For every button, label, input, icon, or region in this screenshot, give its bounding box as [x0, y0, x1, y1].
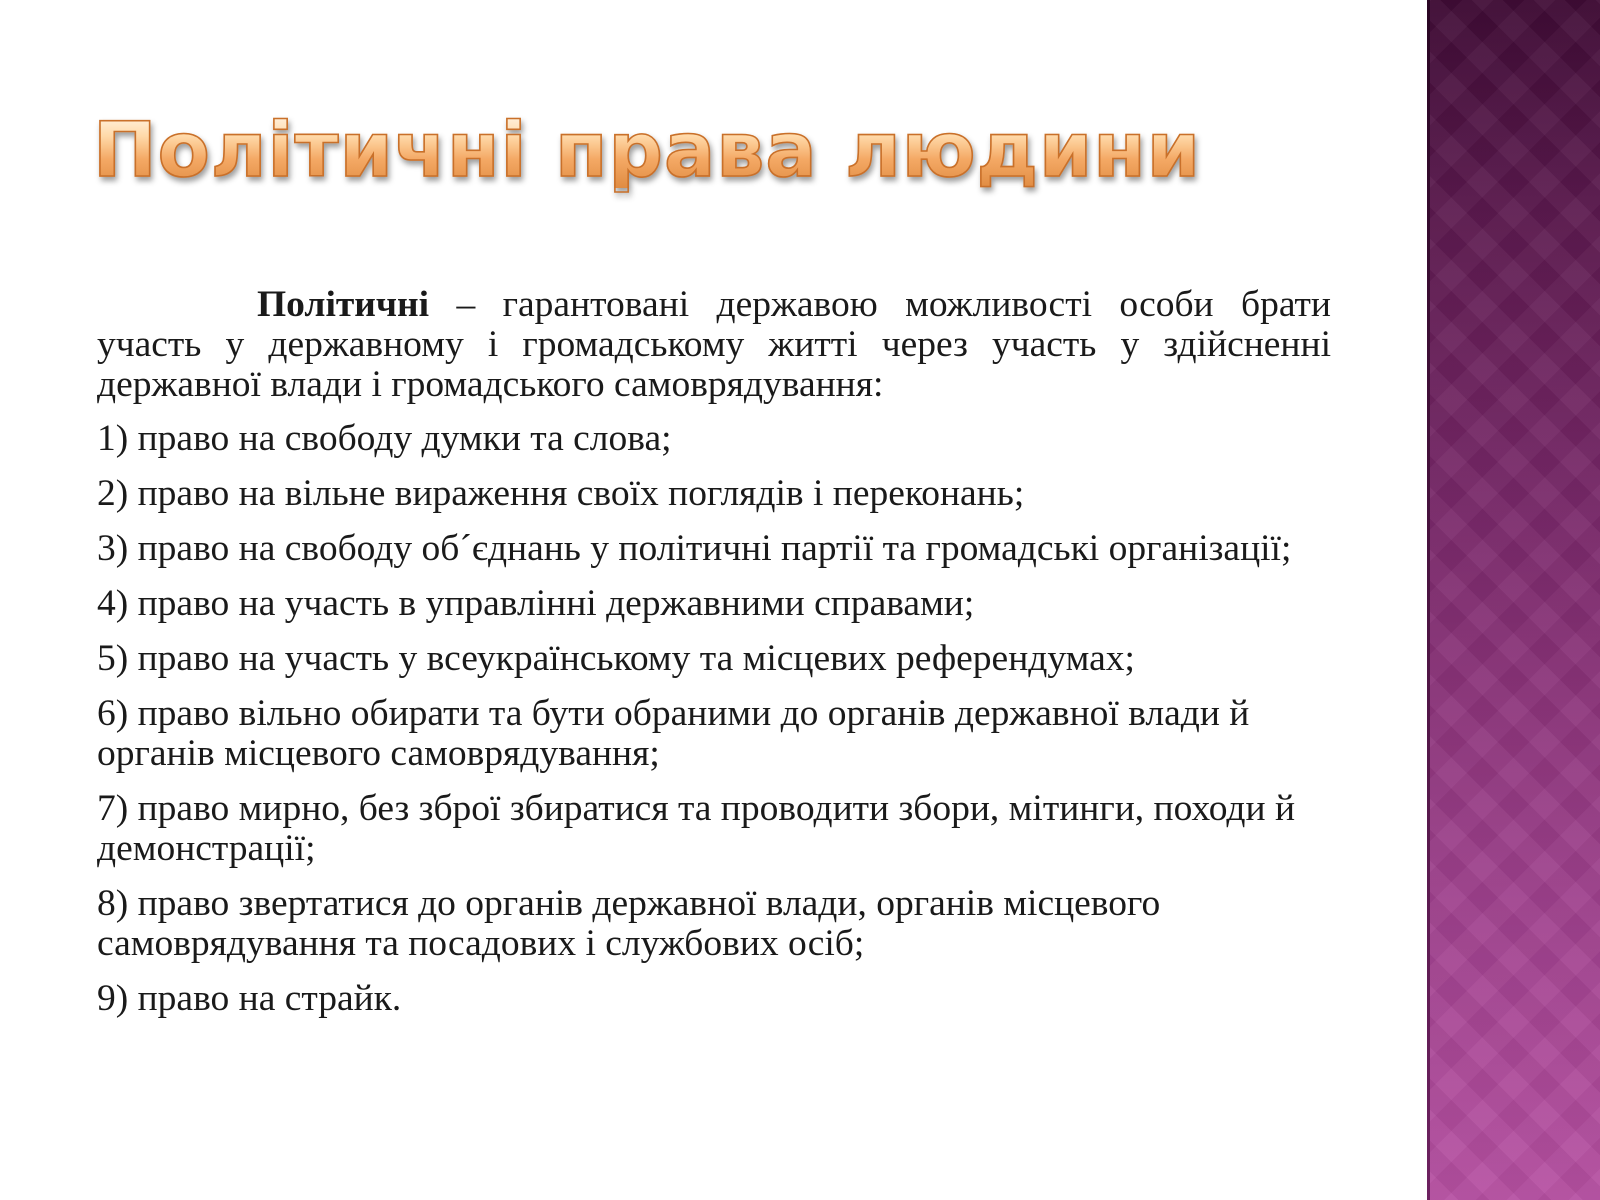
list-item: 4) право на участь в управлінні державними справами; — [97, 583, 975, 624]
definition-paragraph — [97, 285, 1331, 405]
list-item: 7) право мирно, без зброї збиратися та проводити збори, мітинги, походи й демонстрації; — [97, 788, 1296, 869]
list-item: 9) право на страйк. — [97, 978, 402, 1019]
definition-term: Політичні — [257, 284, 430, 325]
definition-text: – гарантовані державою можливості особи брати участь у державному і громадському житті через участь у здійсненні державної влади і громадського самоврядування: — [97, 284, 1331, 405]
side-band-edge — [1427, 0, 1430, 1200]
list-item: 8) право звертатися до органів державної влади, органів місцевого самоврядування та посадових і службових осіб; — [97, 883, 1161, 964]
rights-list — [97, 419, 1331, 1019]
slide-body — [97, 285, 1331, 1034]
slide-title: Політичні права людини — [93, 105, 1202, 194]
list-item: 5) право на участь у всеукраїнському та місцевих референдумах; — [97, 638, 1135, 679]
decorative-side-band — [1427, 0, 1600, 1200]
list-item: 6) право вільно обирати та бути обраними до органів державної влади й органів місцевого самоврядування; — [97, 693, 1250, 774]
list-item: 3) право на свободу об´єднань у політичні партії та громадські організації; — [97, 528, 1292, 569]
list-item: 2) право на вільне вираження своїх поглядів і переконань; — [97, 473, 1025, 514]
list-item: 1) право на свободу думки та слова; — [97, 418, 672, 459]
